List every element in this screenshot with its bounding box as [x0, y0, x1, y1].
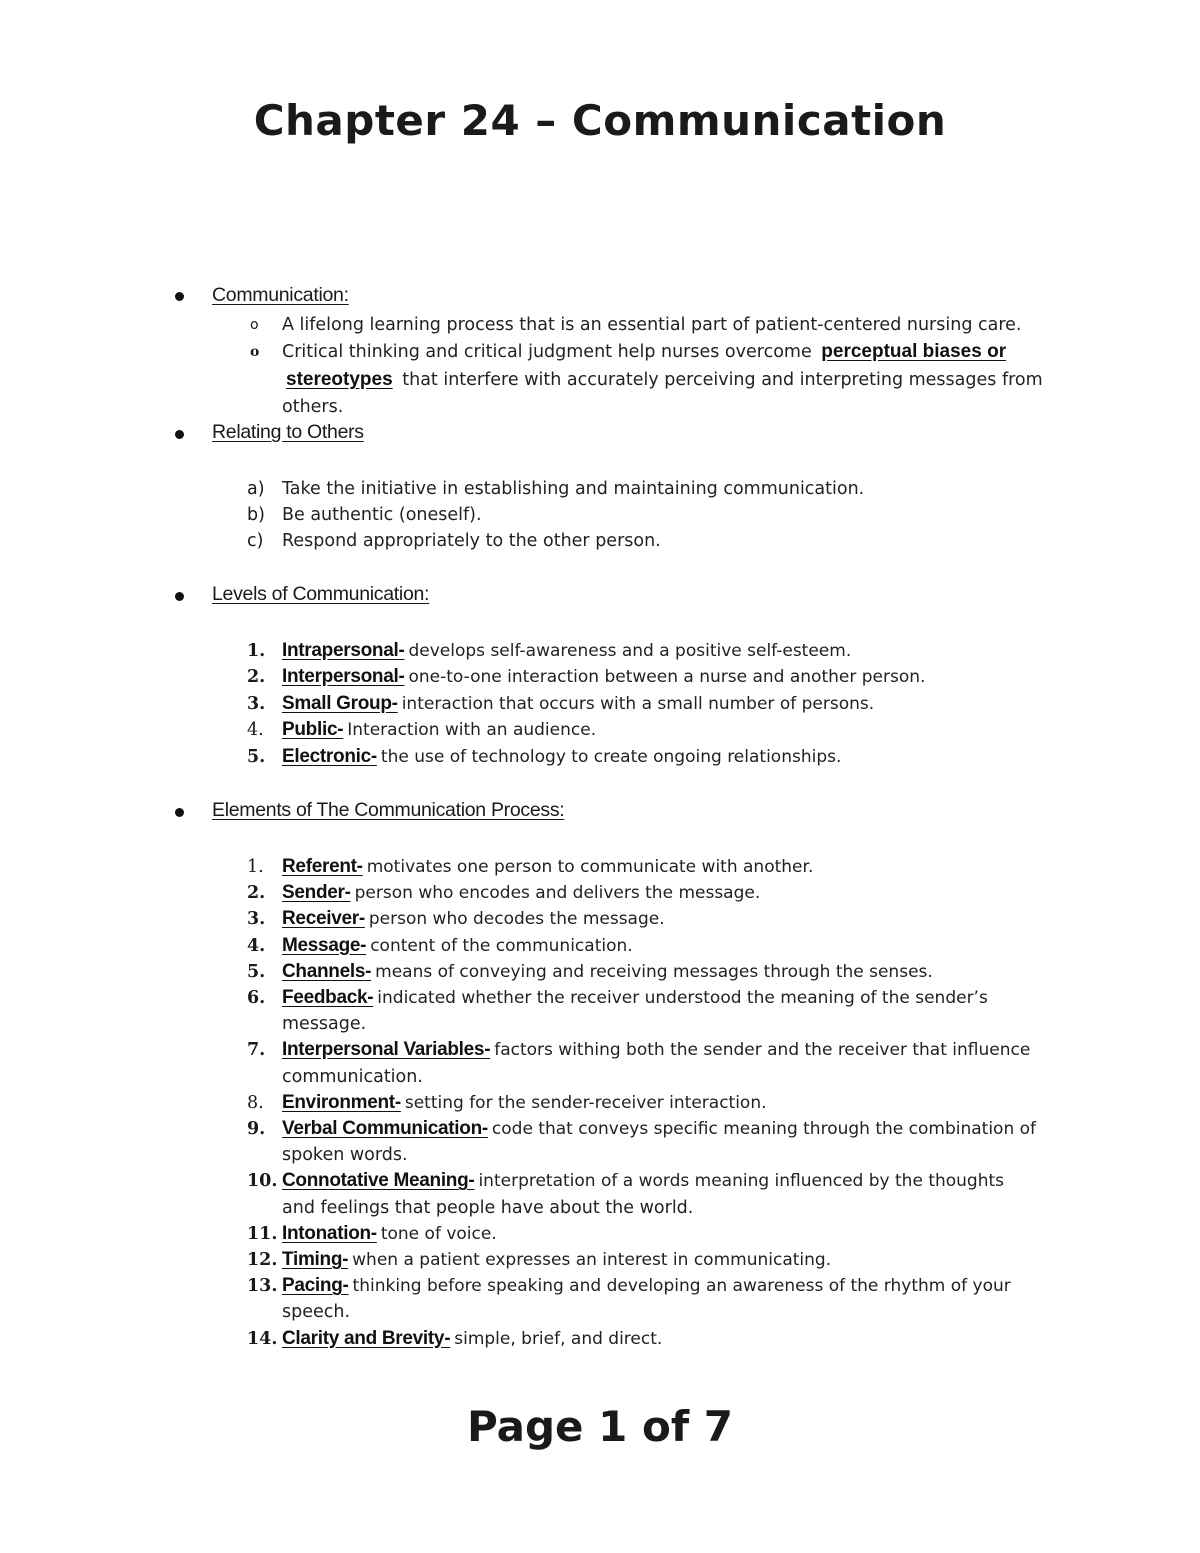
term-definition: means of conveying and receiving messages through the senses.: [375, 961, 933, 982]
term-definition: setting for the sender-receiver interaction.: [404, 1092, 767, 1113]
list-item-text: [282, 744, 841, 771]
list-item-text: communication.: [282, 1066, 423, 1087]
section-heading-communication: Communication:: [212, 284, 349, 306]
list-number: 6.: [247, 988, 266, 1008]
list-number: 2.: [247, 667, 266, 688]
list-item-text: [282, 367, 1043, 394]
term-definition: develops self-awareness and a positive self-esteem.: [408, 641, 852, 661]
list-number: 5.: [247, 746, 266, 767]
list-item-text: others.: [282, 397, 344, 417]
list-item-text: [282, 664, 925, 691]
list-number: 12.: [247, 1250, 278, 1270]
term-definition: person who encodes and delivers the message.: [354, 883, 761, 904]
list-item-text: [282, 717, 596, 744]
term-definition: indicated whether the receiver understood the meaning of the sender’s: [377, 988, 988, 1008]
term-definition: factors withing both the sender and the receiver that influence: [494, 1040, 1031, 1061]
list-item-text: [282, 1168, 1004, 1195]
term-label: Channels-: [282, 960, 372, 982]
list-item-text: [282, 906, 665, 933]
list-item-text: [282, 985, 988, 1012]
list-number: 2.: [247, 883, 266, 904]
list-item-text: [282, 638, 851, 665]
list-item-text: message.: [282, 1014, 367, 1035]
term-definition: person who decodes the message.: [368, 909, 665, 930]
list-item-text: and feelings that people have about the world.: [282, 1197, 694, 1218]
list-marker: a): [247, 479, 265, 499]
text-segment: that interfere with accurately perceiving and interpreting messages from: [402, 370, 1043, 390]
list-number: 5.: [247, 961, 266, 982]
list-item-text: [282, 1273, 1011, 1300]
term-label: Intonation-: [282, 1222, 377, 1244]
list-marker: o: [250, 344, 260, 360]
list-item-text: [282, 1116, 1036, 1143]
term-label: Small Group-: [282, 692, 398, 714]
bullet-icon: [175, 808, 184, 817]
term-definition: one-to-one interaction between a nurse and another person.: [408, 667, 926, 688]
list-item-text: [282, 339, 1010, 366]
list-number: 4.: [247, 720, 264, 741]
list-item-text: [282, 854, 813, 881]
term-definition: when a patient expresses an interest in communicating.: [352, 1250, 832, 1270]
term-label: Referent-: [282, 856, 363, 877]
list-item-text: speech.: [282, 1302, 351, 1323]
list-number: 8.: [247, 1092, 264, 1113]
term-label: Message-: [282, 934, 367, 956]
list-marker: b): [247, 505, 265, 525]
list-marker: c): [247, 531, 264, 551]
page-number: Page 1 of 7: [467, 1402, 733, 1451]
list-number: 1.: [247, 857, 264, 877]
term-label: Sender-: [282, 882, 351, 904]
list-item-text: [282, 1247, 831, 1274]
list-number: 9.: [247, 1119, 266, 1139]
term-label: Connotative Meaning-: [282, 1170, 475, 1192]
term-label: Pacing-: [282, 1275, 349, 1297]
term-definition: simple, brief, and direct.: [454, 1328, 663, 1349]
list-number: 3.: [247, 909, 266, 930]
list-item-text: [282, 1037, 1030, 1064]
bullet-icon: [175, 592, 184, 601]
list-item-text: [282, 959, 933, 986]
emphasized-term: stereotypes: [286, 369, 393, 390]
term-definition: motivates one person to communicate with another.: [366, 857, 814, 877]
list-marker: o: [250, 317, 259, 333]
term-label: Public-: [282, 719, 344, 741]
list-item-text: [282, 933, 633, 960]
list-number: 14.: [247, 1328, 278, 1349]
term-label: Verbal Communication-: [282, 1118, 488, 1139]
list-item-text: Respond appropriately to the other person.: [282, 531, 661, 551]
section-heading-levels: Levels of Communication:: [212, 583, 430, 605]
term-label: Intrapersonal-: [282, 640, 405, 661]
text-segment: Critical thinking and critical judgment help nurses overcome: [282, 342, 812, 362]
bullet-icon: [175, 292, 184, 301]
list-item-text: [282, 1090, 767, 1117]
list-item-text: A lifelong learning process that is an essential part of patient-centered nursing care.: [282, 315, 1022, 335]
term-definition: content of the communication.: [370, 935, 633, 956]
section-heading-elements: Elements of The Communication Process:: [212, 799, 565, 821]
term-definition: interpretation of a words meaning influenced by the thoughts: [478, 1171, 1005, 1192]
term-definition: the use of technology to create ongoing relationships.: [380, 746, 842, 767]
list-number: 13.: [247, 1276, 278, 1297]
term-label: Clarity and Brevity-: [282, 1327, 451, 1349]
term-definition: code that conveys specific meaning through the combination of: [491, 1119, 1037, 1139]
term-definition: tone of voice.: [380, 1223, 497, 1244]
section-heading-relating: Relating to Others: [212, 421, 364, 443]
term-label: Interpersonal-: [282, 666, 405, 688]
list-number: 11.: [247, 1223, 278, 1244]
list-item-text: Take the initiative in establishing and maintaining communication.: [282, 479, 865, 499]
page-title: Chapter 24 – Communication: [253, 96, 947, 145]
list-number: 10.: [247, 1171, 278, 1192]
term-label: Interpersonal Variables-: [282, 1039, 491, 1061]
term-label: Receiver-: [282, 908, 365, 930]
term-label: Feedback-: [282, 987, 374, 1008]
term-definition: Interaction with an audience.: [347, 720, 597, 741]
bullet-icon: [175, 430, 184, 439]
list-number: 7.: [247, 1040, 266, 1061]
term-label: Timing-: [282, 1249, 349, 1270]
emphasized-term: perceptual biases or: [821, 341, 1007, 362]
list-number: 4.: [247, 935, 266, 956]
list-number: 1.: [247, 641, 266, 661]
list-item-text: Be authentic (oneself).: [282, 505, 482, 525]
list-item-text: spoken words.: [282, 1145, 408, 1166]
list-number: 3.: [247, 693, 266, 714]
term-definition: thinking before speaking and developing an awareness of the rhythm of your: [352, 1276, 1011, 1297]
list-item-text: [282, 1326, 662, 1353]
term-label: Electronic-: [282, 745, 377, 767]
list-item-text: [282, 1221, 497, 1248]
list-item-text: [282, 691, 874, 718]
term-label: Environment-: [282, 1091, 401, 1113]
term-definition: interaction that occurs with a small number of persons.: [401, 693, 875, 714]
list-item-text: [282, 880, 760, 907]
